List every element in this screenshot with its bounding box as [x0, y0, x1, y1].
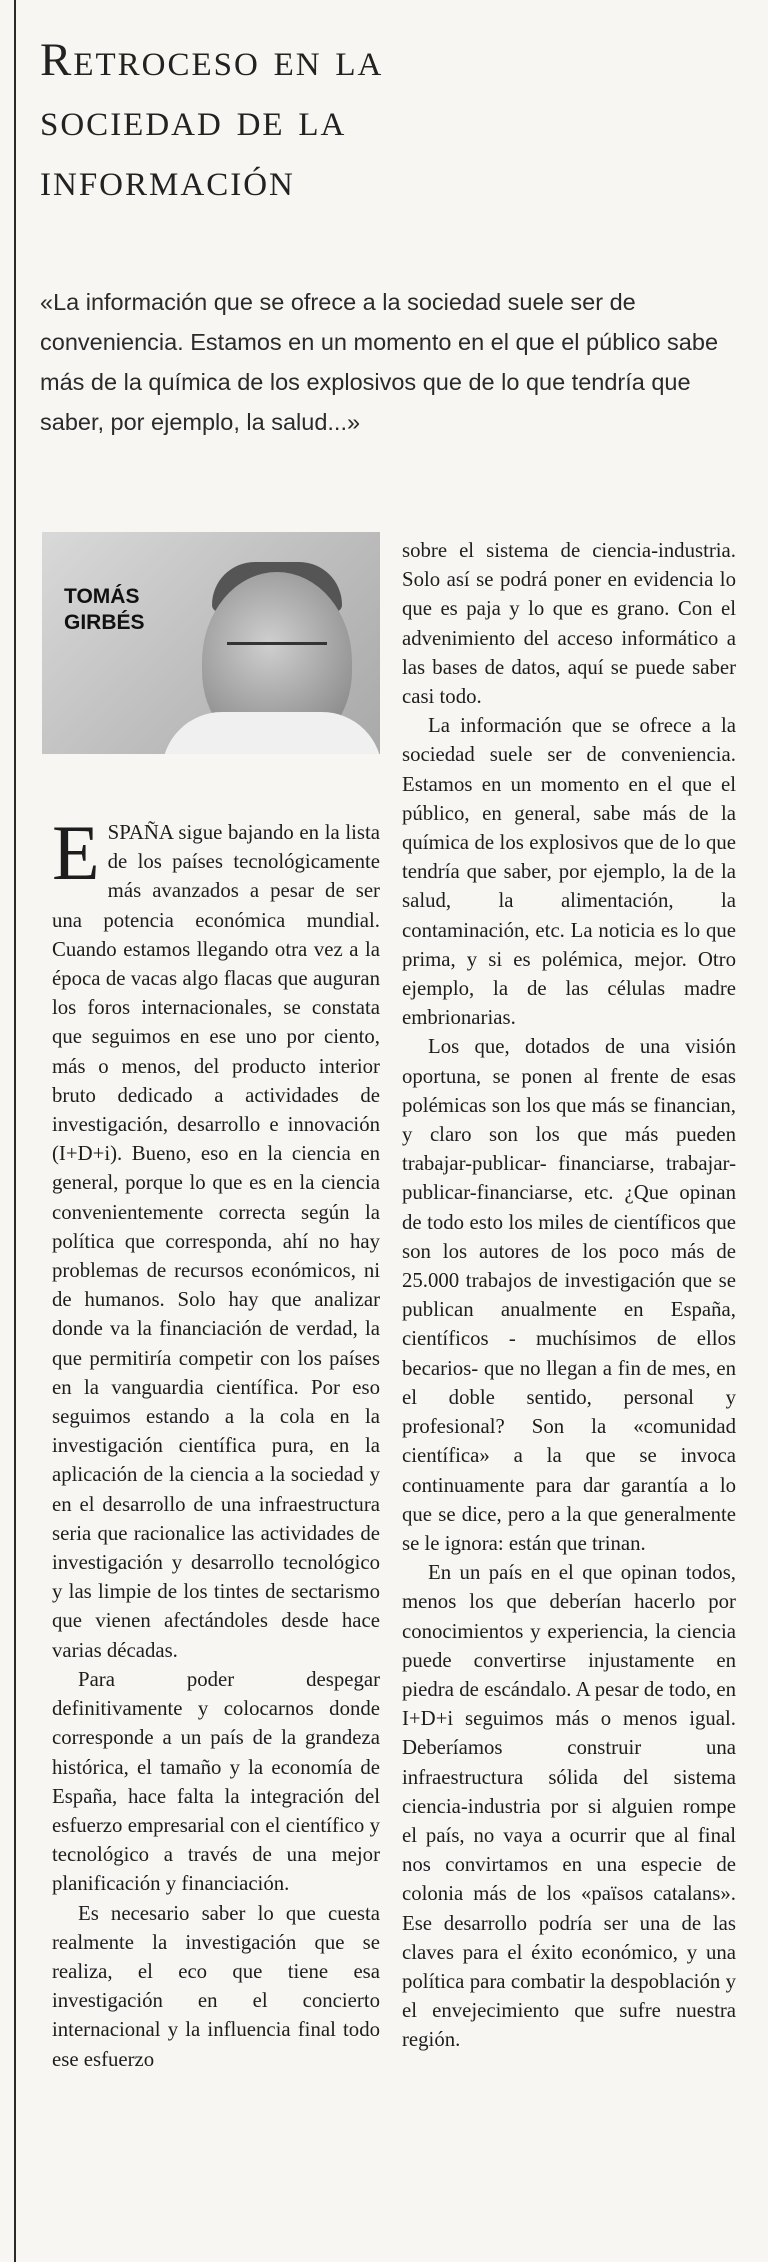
author-last-name: GIRBÉS — [64, 611, 145, 634]
article-headline — [40, 30, 680, 210]
pull-quote: «La información que se ofrece a la sociedad suele ser de conveniencia. Estamos en un momento en el que el público sabe más de la química de los explosivos que de lo que tendría que saber, por ejemplo, la salud...» — [40, 289, 719, 435]
paragraph: La información que se ofrece a la sociedad suele ser de conveniencia. Estamos en un momento en el que el público, en general, sabe más de la química de los explosivos que de lo que tendría que saber, por ejemplo, la de la salud, la alimentación, la contaminación, etc. La noticia es lo que prima, y si es polémica, mejor. Otro ejemplo, la de las células madre embrionarias. — [402, 714, 736, 1030]
paragraph: En un país en el que opinan todos, menos los que deberían hacerlo por conocimientos y experiencia, la ciencia puede convertirse injustamente en piedra de escándalo. A pesar de todo, en I+D+i seguimos más o menos igual. Deberíamos construir una infraestructura sólida del sistema ciencia-industria por si alguien rompe el país, no vaya a ocurrir que al final nos convirtamos en una especie de colonia más de los «països catalans». Ese desarrollo podría ser una de las claves para el éxito económico, y una política para combatir la despoblación y el envejecimiento que sufre nuestra región. — [402, 1561, 736, 2052]
margin-rule — [14, 0, 16, 2262]
drop-cap: E — [52, 809, 100, 896]
paragraph: Los que, dotados de una visión oportuna, se ponen al frente de esas polémicas son los que más se financian, y claro son los que más pueden trabajar-publicar- financiarse, trabajar-publicar-financiarse, etc. ¿Que opinan de todo esto los miles de científicos que son los autores de los poco más de 25.000 trabajos de investigación que se publican anualmente en España, científicos - muchísimos de ellos becarios- que no llegan a fin de mes, en el doble sentido, personal y profesional? Son la «comunidad científica» a la que se invoca continuamente para dar garantía a lo que se dice, pero a la que generalmente se le ignora: están que trinan. — [402, 1035, 736, 1555]
author-photo — [42, 532, 380, 754]
body-column-right — [402, 536, 736, 2055]
headline-line-2: sociedad de la — [40, 94, 347, 146]
author-byline — [64, 584, 145, 636]
body-column-left — [52, 809, 380, 2074]
paragraph: Es necesario saber lo que cuesta realmente la investigación que se realiza, el eco que tiene esa investigación en el concierto internacional y la influencia final todo ese esfuerzo — [52, 1901, 380, 2071]
photo-shirt — [162, 712, 380, 754]
paragraph — [52, 809, 380, 1665]
paragraph: sobre el sistema de ciencia-industria. Solo así se podrá poner en evidencia lo que es paja y lo que es grano. Con el advenimiento del acceso informático a las bases de datos, aquí se puede saber casi todo. — [402, 539, 736, 709]
paragraph: Para poder despegar definitivamente y colocarnos donde corresponde a un país de la grandeza histórica, el tamaño y la economía de España, hace falta la integración del esfuerzo empresarial con el científico y tecnológico a través de una mejor planificación y financiación. — [52, 1667, 380, 1896]
headline-line-3: información — [40, 154, 295, 206]
headline-line-1: Retroceso en la — [40, 34, 384, 86]
paragraph-text: SPAÑA sigue bajando en la lista de los países tecnológicamente más avanzados a pesar de ser una potencia económica mundial. Cuando estamos llegando otra vez a la época de vacas algo flacas que auguran los foros internacionales, se constata que seguimos en ese uno por ciento, más o menos, del producto interior bruto dedicado a actividades de investigación, desarrollo e innovación (I+D+i). Bueno, eso en la ciencia en general, porque lo que es en la ciencia convenientemente correcta según la política que corresponda, ahí no hay problemas de recursos económicos, ni de humanos. Solo hay que analizar donde va la financiación de verdad, la que permitiría competir con los países en la vanguardia científica. Por eso seguimos estando a la cola en la investigación científica pura, en la aplicación de la ciencia a la sociedad y en el desarrollo de una infraestructura seria que racionalice las actividades de investigación y desarrollo tecnológico y las limpie de los tintes de sectarismo que vienen afectándoles desde hace varias décadas. — [52, 821, 380, 1662]
photo-glasses — [227, 642, 327, 665]
author-first-name: TOMÁS — [64, 585, 140, 608]
